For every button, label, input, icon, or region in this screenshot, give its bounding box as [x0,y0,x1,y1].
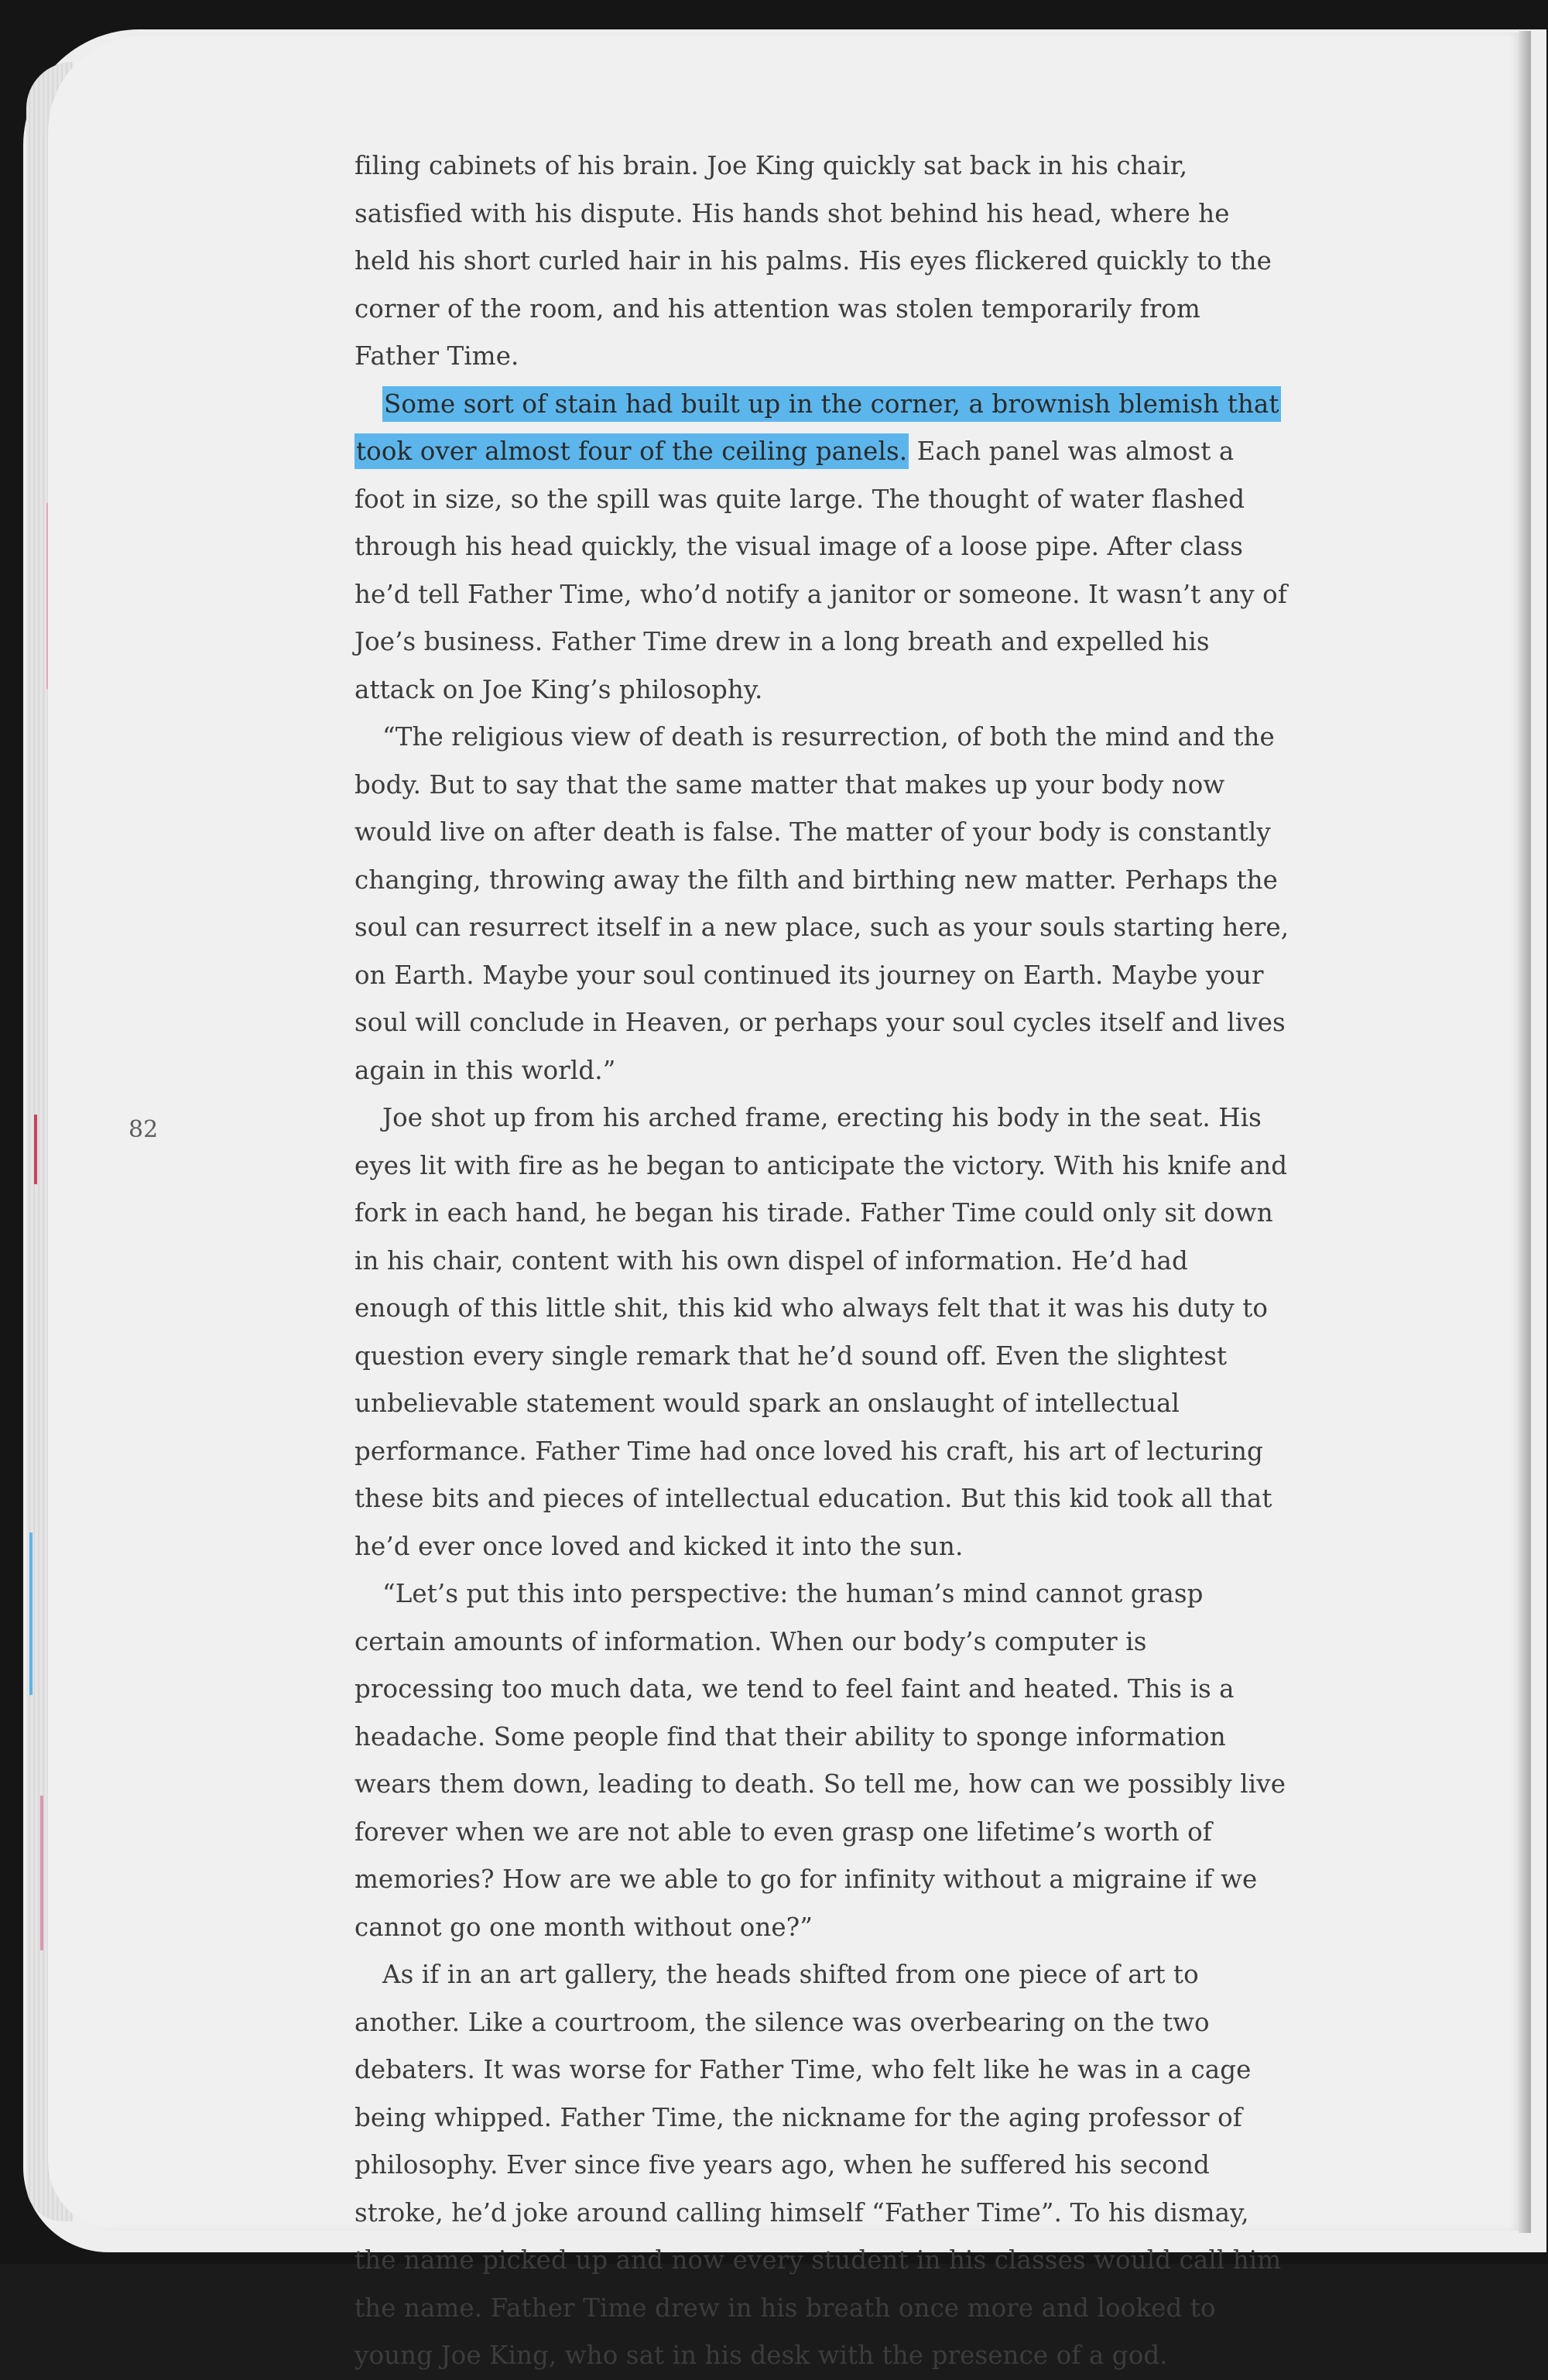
paragraph [354,1094,1291,1570]
paragraph-text: “Let’s put this into perspective: the human’s mind cannot grasp certain amounts of information. When our body’s computer is processing too much data, we tend to feel faint and heated. This is a headache. Some people find that their ability to sponge information wears them down, leading to death. So tell me, how can we possibly live forever when we are not able to even grasp one lifetime’s worth of memories? How are we able to go for infinity without a migraine if we cannot go one month without one?” [354,1579,1286,1942]
paragraph-text: “The religious view of death is resurrection, of both the mind and the body. But to say that the same matter that makes up your body now would live on after death is false. The matter of your body is constantly changing, throwing away the filth and birthing new matter. Perhaps the soul can resurrect itself in a new place, such as your souls starting here, on Earth. Maybe your soul continued its journey on Earth. Maybe your soul will conclude in Heaven, or perhaps your soul cycles itself and lives again in this world.” [354,722,1289,1085]
paragraph-text: filing cabinets of his brain. Joe King quickly sat back in his chair, satisfied with his dispute. His hands shot behind his head, where he held his short curled hair in his palms. His eyes flickered quickly to the corner of the room, and his attention was stolen temporarily from Father Time. [354,151,1272,371]
paragraph [354,142,1291,381]
paragraph [354,381,1291,714]
paragraph-text: Each panel was almost a foot in size, so the spill was quite large. The thought of water flashed through his head quickly, the visual image of a loose pipe. After class he’d tell Father Time, who’d notify a janitor or someone. It wasn’t any of Joe’s business. Father Time drew in a long breath and expelled his attack on Joe King’s philosophy. [354,437,1287,704]
body-text [354,142,1291,2380]
highlighted-text: Some sort of stain had built up in the corner, a brownish blemish that took over almost four of the ceiling panels. [354,386,1281,470]
paragraph [354,1570,1291,1951]
edge-tab-marker [34,1115,37,1184]
edge-tab-marker [29,1532,33,1695]
page-number: 82 [128,1116,159,1143]
paragraph [354,714,1291,1094]
page-gutter-edge [1519,31,1531,2233]
paragraph-text: Joe shot up from his arched frame, erecting his body in the seat. His eyes lit with fire as he began to anticipate the victory. With his knife and fork in each hand, he began his tirade. Father Time could only sit down in his chair, content with his own dispel of information. He’d had enough of this little shit, this kid who always felt that it was his duty to question every single remark that he’d sound off. Even the slightest unbelievable statement would spark an onslaught of intellectual performance. Father Time had once loved his craft, his art of lecturing these bits and pieces of intellectual education. But this kid took all that he’d ever once loved and kicked it into the sun. [354,1103,1288,1561]
paragraph [354,1951,1291,2380]
edge-tab-marker [40,1796,43,1950]
paragraph-text: As if in an art gallery, the heads shifted from one piece of art to another. Like a courtroom, the silence was overbearing on the two debaters. It was worse for Father Time, who felt like he was in a cage being whipped. Father Time, the nickname for the aging professor of philosophy. Ever since five years ago, when he suffered his second stroke, he’d joke around calling himself “Father Time”. To his dismay, the name picked up and now every student in his classes would call him the name. Father Time drew in his breath once more and looked to young Joe King, who sat in his desk with the presence of a god. [354,1960,1282,2370]
